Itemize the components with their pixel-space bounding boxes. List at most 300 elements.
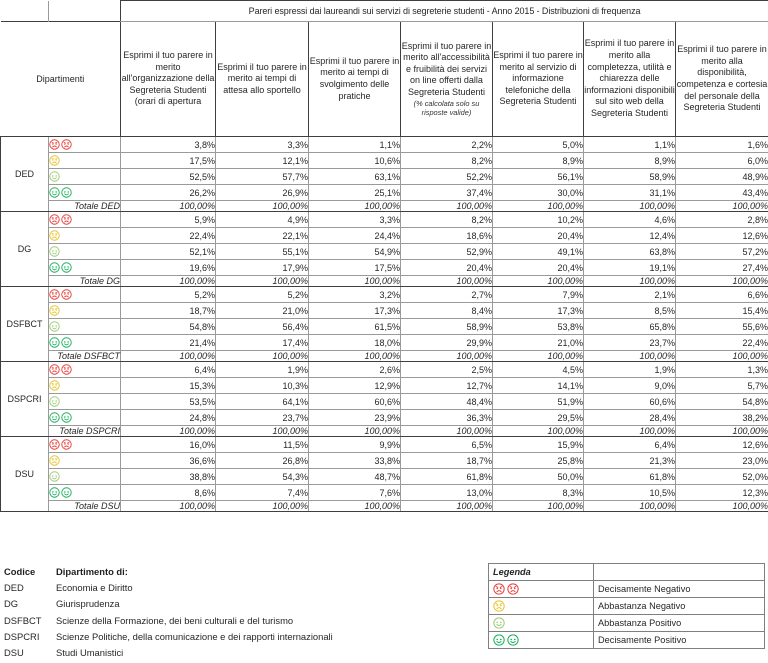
two-green-smiling-faces-icon [49,262,60,273]
code-legend-header [4,564,474,580]
value-cell: 4,5% [493,362,584,378]
value-cell: 17,5% [309,260,401,276]
value-cell: 56,1% [493,169,584,185]
two-green-smiling-faces-icon [61,487,72,498]
value-cell: 18,6% [401,228,493,244]
value-cell: 3,3% [216,137,309,153]
value-cell: 20,4% [401,260,493,276]
value-cell: 15,9% [493,437,584,453]
value-cell: 54,9% [309,244,401,260]
one-light-green-smiling-face-icon [49,321,60,332]
value-cell: 58,9% [584,169,676,185]
value-cell: 8,6% [121,485,216,501]
value-cell: 10,2% [493,212,584,228]
rating-icon-cell [49,228,121,244]
rating-icon-cell [49,362,121,378]
total-value-cell: 100,00% [676,351,768,362]
value-cell: 12,7% [401,378,493,394]
table-row [1,287,768,303]
two-red-frowning-faces-icon [61,139,72,150]
value-cell: 24,8% [121,410,216,426]
legend-title: Legenda [489,564,594,581]
total-value-cell: 100,00% [676,501,768,512]
value-cell: 31,1% [584,185,676,201]
value-cell: 18,7% [121,303,216,319]
corner-spacer-left [1,1,49,22]
value-cell: 2,2% [401,137,493,153]
value-cell: 21,0% [493,335,584,351]
legend-icon-cell [489,632,594,649]
value-cell: 55,6% [676,319,768,335]
value-cell: 52,0% [676,469,768,485]
total-value-cell: 100,00% [676,276,768,287]
table-row [1,169,768,185]
value-cell: 17,9% [216,260,309,276]
value-cell: 22,4% [676,335,768,351]
rating-icon-cell [49,244,121,260]
value-cell: 17,3% [493,303,584,319]
dept-name-DSFBCT: DSFBCT [1,287,49,362]
table-row [1,485,768,501]
legend-label: Abbastanza Negativo [594,598,765,615]
value-cell: 8,9% [493,153,584,169]
code-legend-row [4,580,474,596]
value-cell: 61,8% [584,469,676,485]
value-cell: 61,5% [309,319,401,335]
column-header-row [1,22,768,137]
rating-icon-cell [49,287,121,303]
value-cell: 52,9% [401,244,493,260]
rating-icon-cell [49,212,121,228]
value-cell: 15,3% [121,378,216,394]
rating-icon-cell [49,303,121,319]
rating-icon-cell [49,185,121,201]
one-yellow-frowning-face-icon [493,600,505,612]
rating-legend-table [488,563,765,649]
value-cell: 48,9% [676,169,768,185]
value-cell: 28,4% [584,410,676,426]
value-cell: 15,4% [676,303,768,319]
total-value-cell: 100,00% [309,501,401,512]
dipartimenti-header: Dipartimenti [1,22,121,137]
total-value-cell: 100,00% [584,276,676,287]
value-cell: 25,1% [309,185,401,201]
value-cell: 36,6% [121,453,216,469]
two-green-smiling-faces-icon [49,337,60,348]
value-cell: 29,5% [493,410,584,426]
value-cell: 26,2% [121,185,216,201]
total-value-cell: 100,00% [216,501,309,512]
value-cell: 2,1% [584,287,676,303]
value-cell: 20,4% [493,260,584,276]
value-cell: 23,7% [584,335,676,351]
value-cell: 27,4% [676,260,768,276]
total-value-cell: 100,00% [216,426,309,437]
total-label: Totale DED [49,201,121,212]
one-light-green-smiling-face-icon [493,617,505,629]
legend-title-row [489,564,765,581]
department-code: DSPCRI [4,630,40,642]
one-yellow-frowning-face-icon [49,155,60,166]
department-full-name: Scienze Politiche, della comunicazione e dei rapporti internazionali [56,630,333,642]
table-row [1,228,768,244]
value-cell: 2,6% [309,362,401,378]
one-light-green-smiling-face-icon [49,396,60,407]
rating-icon-cell [49,394,121,410]
code-column-header: Codice [4,566,36,577]
total-label: Totale DSFBCT [49,351,121,362]
value-cell: 10,3% [216,378,309,394]
two-red-frowning-faces-icon [493,583,505,595]
value-cell: 4,6% [584,212,676,228]
rating-icon-cell [49,335,121,351]
question-header-4-note: (% calcolata solo su risposte valide) [413,99,480,118]
value-cell: 6,0% [676,153,768,169]
total-label: Totale DG [49,276,121,287]
legend-row [489,581,765,598]
total-value-cell: 100,00% [493,276,584,287]
value-cell: 5,7% [676,378,768,394]
legend-icon-cell [489,598,594,615]
value-cell: 1,1% [584,137,676,153]
rating-icon-cell [49,137,121,153]
value-cell: 53,8% [493,319,584,335]
value-cell: 17,3% [309,303,401,319]
value-cell: 5,9% [121,212,216,228]
value-cell: 60,6% [309,394,401,410]
total-value-cell: 100,00% [309,426,401,437]
total-value-cell: 100,00% [584,426,676,437]
value-cell: 38,2% [676,410,768,426]
value-cell: 9,0% [584,378,676,394]
two-green-smiling-faces-icon [507,634,519,646]
value-cell: 1,9% [216,362,309,378]
value-cell: 12,4% [584,228,676,244]
value-cell: 8,2% [401,153,493,169]
department-full-name: Giurisprudenza [56,598,120,610]
table-row [1,410,768,426]
total-value-cell: 100,00% [401,426,493,437]
table-row [1,303,768,319]
question-header-5-text: Esprimi il tuo parere in merito al servizio di informazione telefoniche della Segreteria Studenti [493,50,583,107]
legend-label: Abbastanza Positivo [594,615,765,632]
question-header-6 [584,22,676,137]
total-value-cell: 100,00% [121,351,216,362]
value-cell: 25,8% [493,453,584,469]
value-cell: 23,0% [676,453,768,469]
value-cell: 54,8% [121,319,216,335]
legend-row [489,598,765,615]
two-red-frowning-faces-icon [507,583,519,595]
value-cell: 1,6% [676,137,768,153]
department-code: DG [4,598,19,610]
department-full-name: Studi Umanistici [56,647,124,659]
value-cell: 10,5% [584,485,676,501]
dept-name-DG: DG [1,212,49,287]
department-code: DED [4,582,24,594]
table-row [1,469,768,485]
question-header-4-text: Esprimi il tuo parere in merito all'accessibilità e fruibilità dei servizi on line offerti dalla Segreteria Studenti [401,40,492,97]
value-cell: 22,1% [216,228,309,244]
legend-row [489,632,765,649]
value-cell: 56,4% [216,319,309,335]
value-cell: 43,4% [676,185,768,201]
value-cell: 18,7% [401,453,493,469]
table-row [1,319,768,335]
table-total-row [1,501,768,512]
total-label: Totale DSU [49,501,121,512]
value-cell: 2,8% [676,212,768,228]
rating-icon-cell [49,437,121,453]
rating-icon-cell [49,485,121,501]
value-cell: 12,6% [676,437,768,453]
two-green-smiling-faces-icon [61,337,72,348]
value-cell: 7,9% [493,287,584,303]
one-yellow-frowning-face-icon [49,305,60,316]
value-cell: 7,4% [216,485,309,501]
value-cell: 14,1% [493,378,584,394]
total-value-cell: 100,00% [493,351,584,362]
value-cell: 54,8% [676,394,768,410]
value-cell: 19,6% [121,260,216,276]
value-cell: 5,0% [493,137,584,153]
value-cell: 7,6% [309,485,401,501]
rating-icon-cell [49,169,121,185]
code-legend-row [4,629,474,645]
value-cell: 38,8% [121,469,216,485]
two-red-frowning-faces-icon [49,364,60,375]
value-cell: 48,7% [309,469,401,485]
value-cell: 1,9% [584,362,676,378]
value-cell: 26,9% [216,185,309,201]
value-cell: 16,0% [121,437,216,453]
table-row [1,260,768,276]
legend-title-spacer [594,564,765,581]
table-row [1,137,768,153]
value-cell: 8,3% [493,485,584,501]
one-yellow-frowning-face-icon [49,455,60,466]
value-cell: 36,3% [401,410,493,426]
two-green-smiling-faces-icon [49,412,60,423]
question-header-1 [121,22,216,137]
table-row [1,453,768,469]
value-cell: 2,5% [401,362,493,378]
value-cell: 63,8% [584,244,676,260]
table-total-row [1,276,768,287]
one-light-green-smiling-face-icon [49,471,60,482]
total-value-cell: 100,00% [401,501,493,512]
two-green-smiling-faces-icon [49,187,60,198]
value-cell: 23,7% [216,410,309,426]
value-cell: 48,4% [401,394,493,410]
value-cell: 57,2% [676,244,768,260]
total-value-cell: 100,00% [493,201,584,212]
value-cell: 50,0% [493,469,584,485]
total-value-cell: 100,00% [121,501,216,512]
value-cell: 51,9% [493,394,584,410]
two-red-frowning-faces-icon [49,139,60,150]
value-cell: 57,7% [216,169,309,185]
value-cell: 8,5% [584,303,676,319]
value-cell: 37,4% [401,185,493,201]
value-cell: 52,1% [121,244,216,260]
two-red-frowning-faces-icon [61,364,72,375]
value-cell: 6,6% [676,287,768,303]
total-value-cell: 100,00% [584,501,676,512]
value-cell: 49,1% [493,244,584,260]
total-value-cell: 100,00% [216,201,309,212]
question-header-5 [493,22,584,137]
value-cell: 24,4% [309,228,401,244]
department-code: DSFBCT [4,614,42,626]
total-value-cell: 100,00% [121,276,216,287]
table-row [1,335,768,351]
value-cell: 5,2% [121,287,216,303]
two-red-frowning-faces-icon [61,439,72,450]
value-cell: 12,3% [676,485,768,501]
two-green-smiling-faces-icon [61,412,72,423]
total-value-cell: 100,00% [216,276,309,287]
value-cell: 2,7% [401,287,493,303]
dept-name-DSU: DSU [1,437,49,512]
value-cell: 3,2% [309,287,401,303]
two-green-smiling-faces-icon [61,187,72,198]
rating-icon-cell [49,153,121,169]
value-cell: 8,4% [401,303,493,319]
table-row [1,185,768,201]
total-value-cell: 100,00% [309,351,401,362]
two-green-smiling-faces-icon [493,634,505,646]
one-yellow-frowning-face-icon [49,380,60,391]
table-row [1,437,768,453]
table-row [1,362,768,378]
value-cell: 52,5% [121,169,216,185]
value-cell: 8,2% [401,212,493,228]
dept-name-DSPCRI: DSPCRI [1,362,49,437]
total-value-cell: 100,00% [121,201,216,212]
value-cell: 17,5% [121,153,216,169]
value-cell: 21,0% [216,303,309,319]
value-cell: 6,4% [584,437,676,453]
value-cell: 12,6% [676,228,768,244]
table-row [1,378,768,394]
total-value-cell: 100,00% [493,501,584,512]
value-cell: 4,9% [216,212,309,228]
total-value-cell: 100,00% [216,351,309,362]
code-legend-row [4,596,474,612]
table-row [1,244,768,260]
question-header-6-text: Esprimi il tuo parere in merito alla completezza, utilità e chiarezza delle informazioni disponibili sul sito web della Segreteria Studenti [584,38,675,118]
question-header-7-text: Esprimi il tuo parere in merito alla disponibilità, competenza e cortesia del personale della Segreteria Studenti [676,44,768,113]
question-header-2-text: Esprimi il tuo parere in merito ai tempi di attesa allo sportello [217,61,307,95]
question-header-3-text: Esprimi il tuo parere in merito ai tempi di svolgimento delle pratiche [309,55,400,101]
total-value-cell: 100,00% [584,351,676,362]
value-cell: 61,8% [401,469,493,485]
legend-label: Decisamente Negativo [594,581,765,598]
department-full-name: Scienze della Formazione, dei beni culturali e del turismo [56,614,294,626]
rating-icon-cell [49,410,121,426]
value-cell: 63,1% [309,169,401,185]
table-total-row [1,351,768,362]
value-cell: 3,3% [309,212,401,228]
value-cell: 65,8% [584,319,676,335]
total-value-cell: 100,00% [676,426,768,437]
value-cell: 3,8% [121,137,216,153]
value-cell: 20,4% [493,228,584,244]
value-cell: 23,9% [309,410,401,426]
value-cell: 54,3% [216,469,309,485]
two-red-frowning-faces-icon [61,214,72,225]
value-cell: 8,9% [584,153,676,169]
value-cell: 13,0% [401,485,493,501]
department-column-header: Dipartimento di: [56,566,128,577]
footer-area [0,560,768,663]
value-cell: 55,1% [216,244,309,260]
dept-name-DED: DED [1,137,49,212]
corner-spacer-right [49,1,121,22]
value-cell: 21,4% [121,335,216,351]
question-header-3 [309,22,401,137]
value-cell: 1,1% [309,137,401,153]
legend-icon-cell [489,581,594,598]
department-code: DSU [4,647,24,659]
value-cell: 60,6% [584,394,676,410]
total-value-cell: 100,00% [121,426,216,437]
value-cell: 29,9% [401,335,493,351]
total-label: Totale DSPCRI [49,426,121,437]
value-cell: 17,4% [216,335,309,351]
table-total-row [1,201,768,212]
two-red-frowning-faces-icon [49,214,60,225]
rating-icon-cell [49,469,121,485]
rating-icon-cell [49,319,121,335]
table-row [1,212,768,228]
value-cell: 6,4% [121,362,216,378]
page-title: Pareri espressi dai laureandi sui servizi di segreterie studenti - Anno 2015 - Distribuzioni di frequenza [121,1,768,22]
two-red-frowning-faces-icon [61,289,72,300]
value-cell: 21,3% [584,453,676,469]
value-cell: 58,9% [401,319,493,335]
legend-row [489,615,765,632]
total-value-cell: 100,00% [401,351,493,362]
two-green-smiling-faces-icon [61,262,72,273]
value-cell: 33,8% [309,453,401,469]
total-value-cell: 100,00% [401,201,493,212]
table-row [1,153,768,169]
rating-icon-cell [49,260,121,276]
total-value-cell: 100,00% [493,426,584,437]
code-legend-row [4,613,474,629]
value-cell: 53,5% [121,394,216,410]
question-header-2 [216,22,309,137]
question-header-4 [401,22,493,137]
total-value-cell: 100,00% [401,276,493,287]
rating-icon-cell [49,378,121,394]
value-cell: 18,0% [309,335,401,351]
one-yellow-frowning-face-icon [49,230,60,241]
value-cell: 22,4% [121,228,216,244]
value-cell: 52,2% [401,169,493,185]
total-value-cell: 100,00% [584,201,676,212]
one-light-green-smiling-face-icon [49,246,60,257]
two-red-frowning-faces-icon [49,289,60,300]
code-legend-row [4,645,474,661]
legend-label: Decisamente Positivo [594,632,765,649]
question-header-7 [676,22,768,137]
legend-icon-cell [489,615,594,632]
value-cell: 19,1% [584,260,676,276]
question-header-1-text: Esprimi il tuo parere in merito all'organizzazione della Segreteria Studenti (orari di apertura [121,50,215,107]
